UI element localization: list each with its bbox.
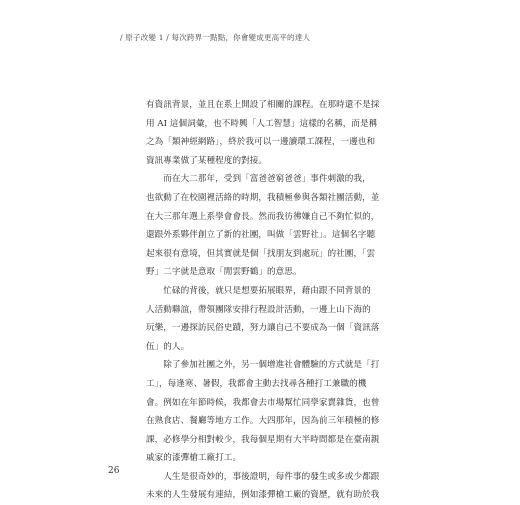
body-text [146, 96, 406, 505]
paragraph-5: 人生是很奇妙的，事後證明，每件事的發生或多或少都跟 未來的人生發展有連結，例如漆彈槍工廠的資歷，就有助於我 [146, 471, 380, 501]
paragraph-4: 除了參加社團之外，另一個增進社會體驗的方式就是「打 工」，每逢寒、暑假，我都會主動去找尋各種打工兼職的機 會。例如在年節時候，我都會去市場幫忙同學家賣雜貨，也曾 在熟食店、餐廳等地方工作。大四那年，因為前三年積極的修 課，必修學分相對較少，我每個星期有大半時間都是在臺南親 戚家的漆彈槍工廠打工。 [146, 360, 380, 464]
paragraph-2: 而在大二那年，受到「富爸爸窮爸爸」事件刺激的我， 也欲動了在校園裡活絡的時期，我積極參與各類社團活動，並 在大三那年選上系學會會長。然而我彷彿嫌自己不夠忙似的， 還跟外系夥伴創立了新的社團，叫做「雲野社」。這個名字聽 起來很有意境，但其實就是個「找朋友到處玩」的社團，「雲 野」二字就是意取「閒雲野鶴」的意思。 [146, 174, 380, 278]
paragraph-1: 有資訊背景，並且在系上開設了相關的課程。在那時還不是採 用 AI 這個詞彙，也不時興「人工智慧」這樣的名稱，而是稱 之為「類神經網路」，終於我可以一邊讀環工課程，一邊也和 資訊專業做了某種程度的對接。 [146, 100, 380, 166]
page-number: 26 [108, 466, 120, 476]
running-header: / 原子改變 1 / 每次跨界一點點，你會變成更高平的達人 [120, 33, 311, 42]
paragraph-3: 忙碌的背後，就只是想要拓展眼界，藉由跟不同背景的 人活動聯誼，帶領團隊安排行程設計活動，一邊上山下海的 玩樂，一邊探訪民俗史蹟，努力讓自己不要成為一個「資訊落 伍」的人。 [146, 285, 380, 352]
